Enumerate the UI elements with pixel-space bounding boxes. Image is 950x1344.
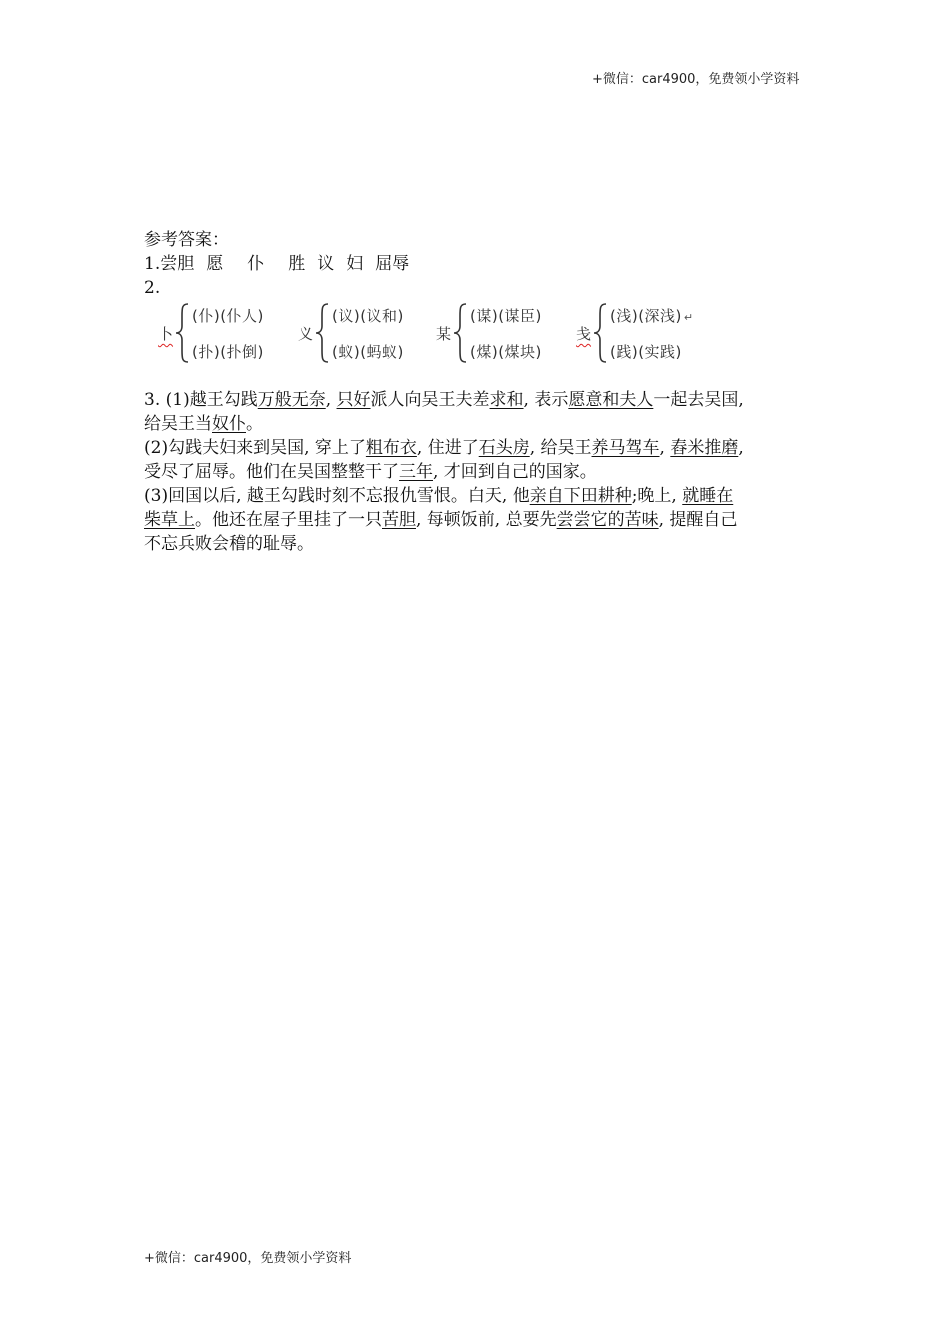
group-row-1: (谋)(谋臣) [470,307,542,325]
q1-number: 1. [144,254,161,274]
underlined-answer: 舂米推磨 [670,438,739,458]
underlined-answer: 万般无奈 [257,390,326,410]
brace-icon [452,302,468,364]
underlined-answer: 愿意和夫人 [568,390,654,410]
underlined-answer: 三年 [399,462,433,482]
q1-word: 愿 [206,254,224,274]
brace-icon [174,302,190,364]
q1-word: 尝胆 [160,254,195,274]
q2-character-groups [144,300,812,366]
group-row-1: (仆)(仆人) [192,307,264,325]
answer-title: 参考答案： [144,230,229,250]
underlined-answer: 亲自下田耕种 [529,486,632,506]
root-character: 卜 [158,325,174,343]
underlined-answer: 奴仆 [212,414,246,434]
q1-line [144,252,812,276]
answer-content [144,228,812,556]
q3-paragraph-3: (3)回国以后, 越王勾践时刻不忘报仇雪恨。白天, 他亲自下田耕种;晚上, 就睡在 柴草上。他还在屋子里挂了一只苦胆, 每顿饭前, 总要先尝尝它的苦味, 提醒自己 不忘兵败会稽的耻辱。 [144,486,738,554]
underlined-answer: 尝尝它的苦味 [556,510,659,530]
group-row-1: (议)(议和) [332,307,404,325]
q1-word: 妇 [346,254,364,274]
brace-icon [592,302,608,364]
q1-word: 议 [317,254,335,274]
q1-word: 胜 [288,254,306,274]
underlined-answer: 粗布衣 [365,438,417,458]
q3-paragraph-2: (2)勾践夫妇来到吴国, 穿上了粗布衣, 住进了石头房, 给吴王养马驾车, 舂米推磨, 受尽了屈辱。他们在吴国整整干了三年, 才回到自己的国家。 [144,438,744,482]
return-mark-icon: ↵ [683,311,694,324]
group-row-2: (煤)(煤块) [470,343,542,361]
underlined-answer: 苦胆 [382,510,416,530]
underlined-answer: 求和 [489,390,524,410]
q3-paragraph-1: 3. (1)越王勾践万般无奈, 只好派人向吴王夫差求和, 表示愿意和夫人一起去吴国, 给吴王当奴仆。 [144,390,744,434]
page-footer-watermark: +微信：car4900，免费领小学资料 [144,1251,352,1266]
brace-icon [314,302,330,364]
underlined-answer: 就睡在 [682,486,734,506]
group-row-2: (扑)(扑倒) [192,343,264,361]
root-character: 义 [298,325,314,343]
root-character: 戋 [576,325,592,343]
underlined-answer: 养马驾车 [591,438,660,458]
page-header-watermark: +微信：car4900，免费领小学资料 [592,72,800,87]
group-row-2: (蚁)(蚂蚁) [332,343,404,361]
underlined-answer: 石头房 [478,438,530,458]
q2-number: 2. [144,278,161,298]
q1-word: 屈辱 [375,254,410,274]
group-row-1: (浅)(深浅) ↵ [610,307,694,325]
group-row-2: (践)(实践) [610,343,682,361]
q1-word: 仆 [247,254,265,274]
underlined-answer: 柴草上 [144,510,195,530]
underlined-answer: 只好 [336,390,371,410]
root-character: 某 [436,325,452,343]
